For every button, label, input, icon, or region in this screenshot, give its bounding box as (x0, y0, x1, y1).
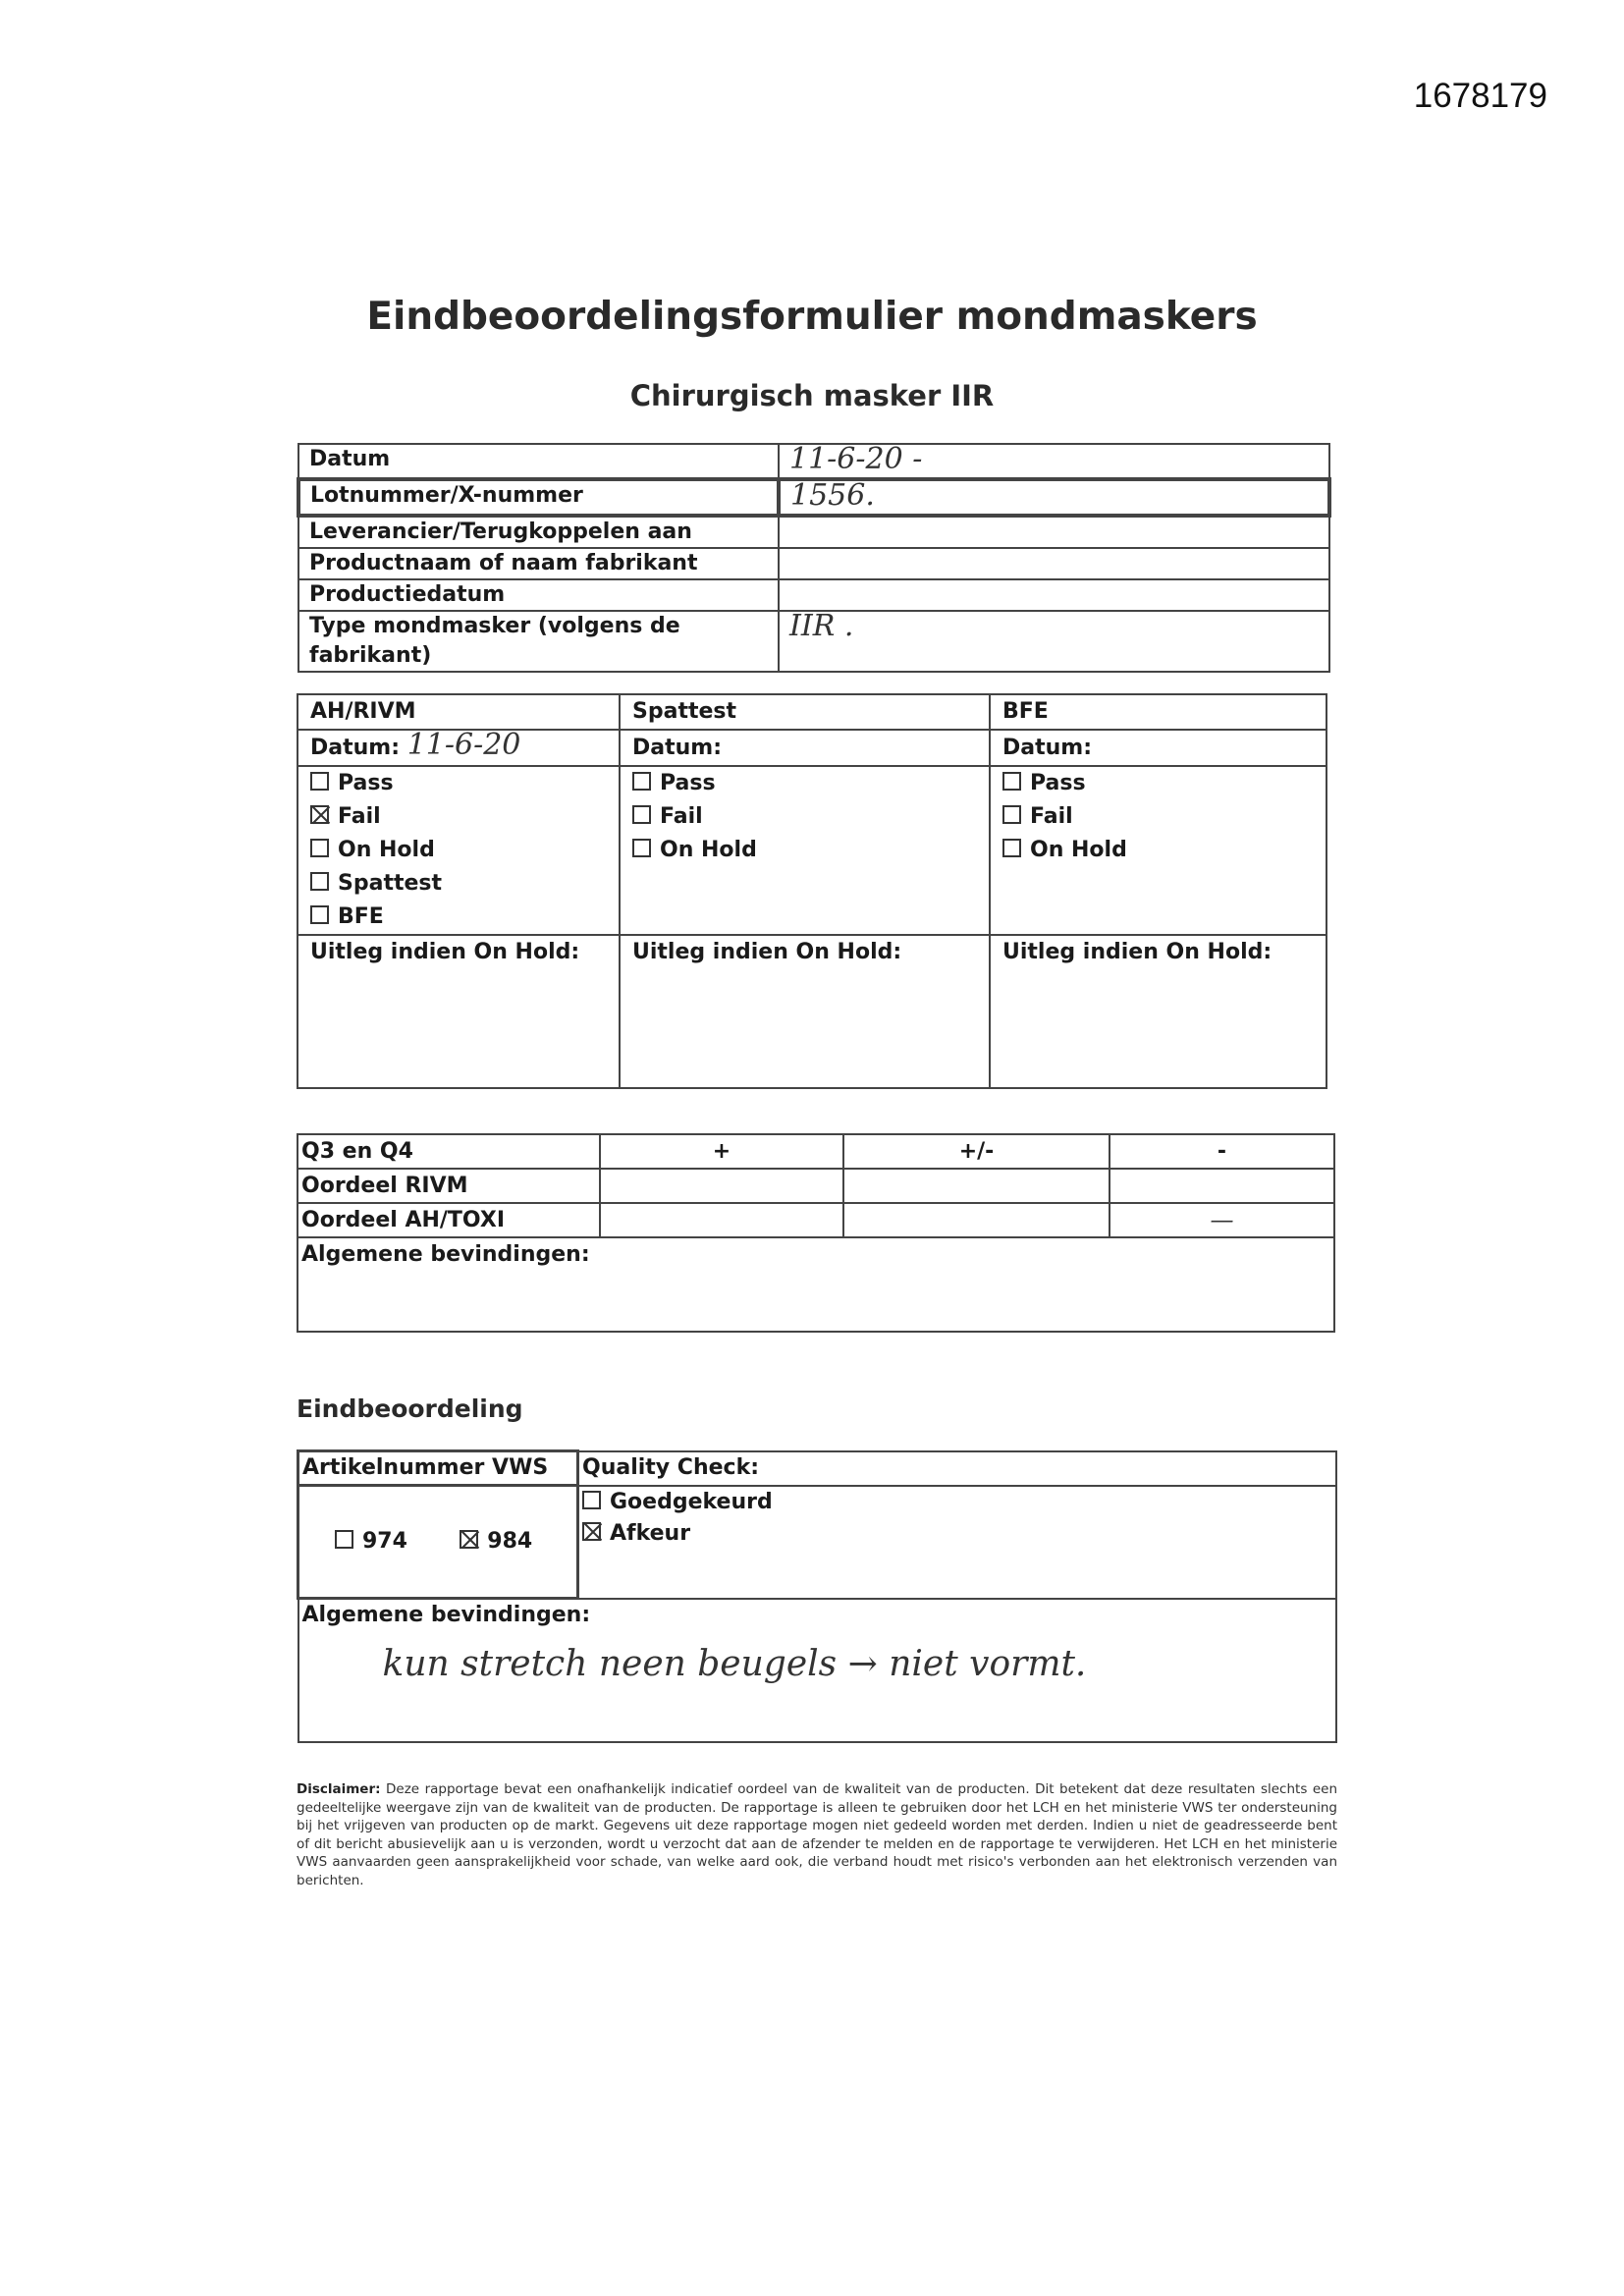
info-label: Productnaam of naam fabrikant (298, 548, 779, 579)
checkbox-icon[interactable] (1002, 772, 1021, 791)
checkbox-icon[interactable] (1002, 805, 1021, 824)
info-value[interactable] (779, 579, 1329, 611)
checkbox-icon[interactable] (335, 1530, 353, 1549)
info-label: Leverancier/Terugkoppelen aan (298, 516, 779, 548)
explain-cell[interactable]: Uitleg indien On Hold: (298, 935, 620, 1088)
option-fail[interactable]: Fail (632, 800, 977, 834)
option-on-hold[interactable]: On Hold (1002, 834, 1314, 867)
final-findings-cell[interactable]: Algemene bevindingen: kun stretch neen beugels → niet vormt. (298, 1599, 1337, 1743)
q-cell[interactable] (1110, 1169, 1334, 1203)
info-label: Datum (298, 444, 779, 479)
final-assessment-heading: Eindbeoordeling (297, 1394, 523, 1423)
option-fail[interactable]: Fail (310, 800, 607, 834)
option-fail[interactable]: Fail (1002, 800, 1314, 834)
q-cell[interactable] (843, 1203, 1110, 1237)
q-row-ah-toxi (298, 1203, 1334, 1237)
article-options (298, 1486, 578, 1599)
q-cell[interactable] (843, 1169, 1110, 1203)
info-label: Type mondmasker (volgens de fabrikant) (298, 611, 779, 672)
option-pass[interactable]: Pass (310, 767, 607, 800)
checkbox-icon[interactable] (632, 805, 651, 824)
assessment-options-row (298, 766, 1326, 935)
q-row-label: Oordeel RIVM (298, 1169, 600, 1203)
q-findings-cell[interactable]: Algemene bevindingen: (298, 1237, 1334, 1332)
info-row-lotnummer (298, 479, 1329, 516)
q-header-plus: + (600, 1134, 843, 1169)
final-table (297, 1449, 1337, 1743)
info-row-type (298, 611, 1329, 672)
q-row-rivm (298, 1169, 1334, 1203)
checkbox-checked-icon[interactable] (310, 805, 329, 824)
q-header-minus: - (1110, 1134, 1334, 1169)
checkbox-icon[interactable] (310, 772, 329, 791)
options-bfe (990, 766, 1326, 935)
document-id: 1678179 (1413, 77, 1547, 115)
checkbox-icon[interactable] (1002, 839, 1021, 857)
assessment-explain-row (298, 935, 1326, 1088)
option-spattest[interactable]: Spattest (310, 867, 607, 901)
quality-check-label: Quality Check: (578, 1451, 1337, 1486)
q-row-label: Oordeel AH/TOXI (298, 1203, 600, 1237)
date-cell[interactable]: Datum: (620, 730, 990, 766)
q-cell[interactable] (600, 1203, 843, 1237)
q-header-label: Q3 en Q4 (298, 1134, 600, 1169)
info-label: Lotnummer/X-nummer (298, 479, 779, 516)
article-option-984[interactable]: 984 (460, 1529, 532, 1554)
assessment-header-row (298, 694, 1326, 730)
info-row-productiedatum (298, 579, 1329, 611)
final-options-row (298, 1486, 1337, 1599)
q-table (297, 1133, 1335, 1333)
option-on-hold[interactable]: On Hold (310, 834, 607, 867)
explain-cell[interactable]: Uitleg indien On Hold: (620, 935, 990, 1088)
final-findings-row (298, 1599, 1337, 1743)
info-value[interactable]: 11-6-20 - (779, 444, 1329, 479)
article-number-label: Artikelnummer VWS (298, 1451, 578, 1486)
option-bfe[interactable]: BFE (310, 901, 607, 934)
info-value[interactable] (779, 548, 1329, 579)
handwritten-date: 11-6-20 (406, 728, 521, 762)
handwritten-findings: kun stretch neen beugels → niet vormt. (382, 1644, 1087, 1684)
column-header-spattest: Spattest (620, 694, 990, 730)
quality-option-goedgekeurd[interactable]: Goedgekeurd (582, 1487, 1332, 1518)
quality-options (578, 1486, 1337, 1599)
q-cell[interactable] (600, 1169, 843, 1203)
column-header-ah-rivm: AH/RIVM (298, 694, 620, 730)
page-title: Eindbeoordelingsformulier mondmaskers (366, 295, 1258, 339)
info-row-productnaam (298, 548, 1329, 579)
option-on-hold[interactable]: On Hold (632, 834, 977, 867)
checkbox-icon[interactable] (310, 872, 329, 891)
info-table (297, 443, 1331, 673)
explain-cell[interactable]: Uitleg indien On Hold: (990, 935, 1326, 1088)
options-spattest (620, 766, 990, 935)
column-header-bfe: BFE (990, 694, 1326, 730)
date-cell[interactable]: Datum: (990, 730, 1326, 766)
assessment-table (297, 693, 1327, 1089)
info-value[interactable]: IIR . (779, 611, 1329, 672)
q-findings-row (298, 1237, 1334, 1332)
options-ah-rivm (298, 766, 620, 935)
checkbox-checked-icon[interactable] (582, 1522, 601, 1541)
checkbox-icon[interactable] (632, 772, 651, 791)
assessment-date-row (298, 730, 1326, 766)
info-label: Productiedatum (298, 579, 779, 611)
info-row-leverancier (298, 516, 1329, 548)
checkbox-icon[interactable] (632, 839, 651, 857)
info-value[interactable] (779, 516, 1329, 548)
checkbox-icon[interactable] (582, 1491, 601, 1509)
option-pass[interactable]: Pass (1002, 767, 1314, 800)
option-pass[interactable]: Pass (632, 767, 977, 800)
info-row-datum (298, 444, 1329, 479)
checkbox-icon[interactable] (310, 905, 329, 924)
q-header-row (298, 1134, 1334, 1169)
checkbox-checked-icon[interactable] (460, 1530, 478, 1549)
date-cell[interactable]: Datum: 11-6-20 (298, 730, 620, 766)
q-header-plusminus: +/- (843, 1134, 1110, 1169)
page-subtitle: Chirurgisch masker IIR (629, 379, 995, 412)
info-value[interactable]: 1556. (779, 479, 1329, 516)
disclaimer: Disclaimer: Deze rapportage bevat een onafhankelijk indicatief oordeel van de kwaliteit van de producten. Dit betekent dat deze resultaten slechts een gedeeltelijke weergave zijn van de kwaliteit van de producten. De rapportage is alleen te gebruiken door het LCH en het ministerie VWS ter ondersteuning bij het vrijgeven van producten op de markt. Gegevens uit deze rapportage mogen niet gedeeld worden met derden. Indien u niet de geadresseerde bent of dit bericht abusievelijk aan u is verzonden, wordt u verzocht dat aan de afzender te melden en de rapportage te verwijderen. Het LCH en het ministerie VWS aanvaarden geen aansprakelijkheid voor schade, van welke aard ook, die verband houdt met risico's verbonden aan het elektronisch verzenden van berichten. (297, 1781, 1338, 1888)
final-header-row (298, 1451, 1337, 1486)
q-cell-handwritten-dash[interactable]: — (1110, 1203, 1334, 1237)
quality-option-afkeur[interactable]: Afkeur (582, 1518, 1332, 1550)
article-option-974[interactable]: 974 (335, 1529, 407, 1554)
checkbox-icon[interactable] (310, 839, 329, 857)
